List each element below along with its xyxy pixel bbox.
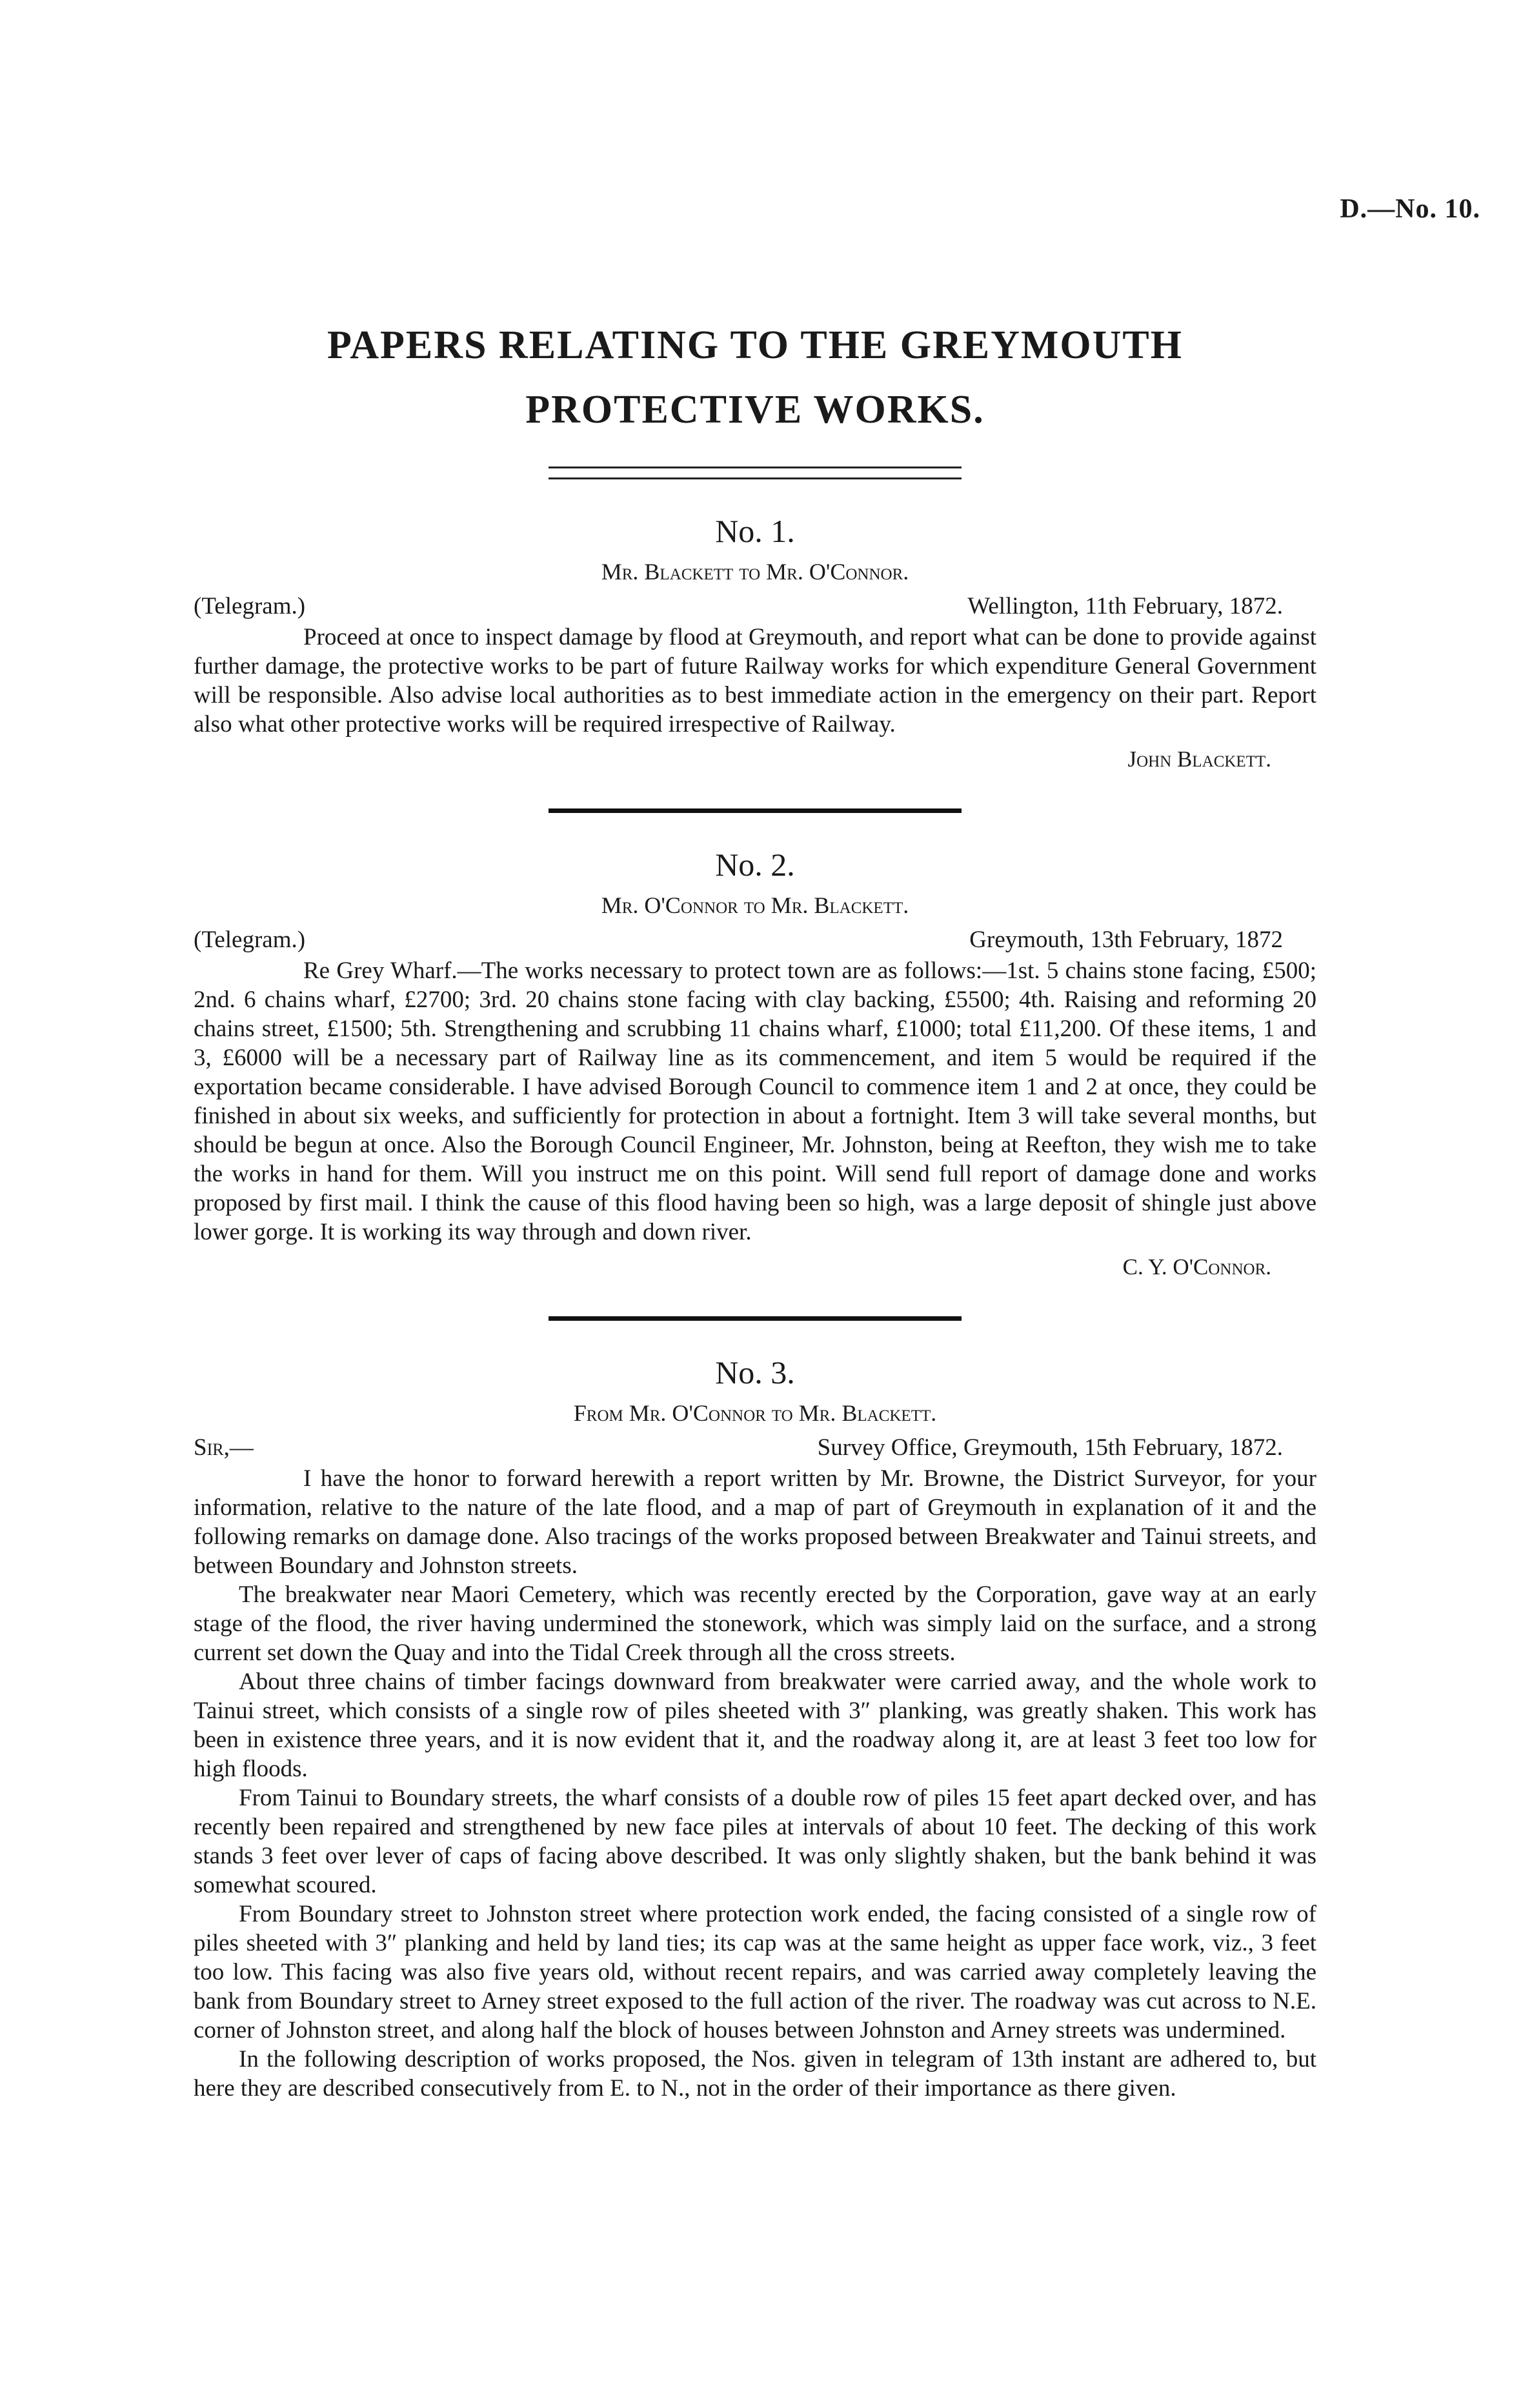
paragraph: I have the honor to forward herewith a report written by Mr. Browne, the District Surveyor, for your information, relative to the nature of the late flood, and a map of part of Greymouth in explanation of it and the following remarks on damage done. Also tracings of the works proposed between Breakwater and Tainui streets, and between Boundary and Johnston streets.: [194, 1465, 1316, 1579]
section-number: No. 3.: [715, 1354, 795, 1390]
section-from-to: Mr. Blackett to Mr. O'Connor.: [601, 559, 909, 585]
section-2: [194, 845, 1316, 1284]
telegram-label: (Telegram.): [194, 593, 306, 619]
paragraph: Proceed at once to inspect damage by flood at Greymouth, and report what can be done to provide against further damage, the protective works to be part of future Railway works for which expenditure General Government will be responsible. Also advise local authorities as to best immediate action in the emergency on their part. Report also what other protective works will be required irrespective of Railway.: [194, 624, 1316, 737]
paragraph: Re Grey Wharf.—The works necessary to protect town are as follows:—1st. 5 chains stone facing, £500; 2nd. 6 chains wharf, £2700; 3rd. 20 chains stone facing with clay backing, £5500; 4th. Raising and reforming 20 chains street, £1500; 5th. Strengthening and scrubbing 11 chains wharf, £1000; total £11,200. Of these items, 1 and 3, £6000 will be a necessary part of Railway line as its commencement, and item 5 would be required if the exportation became considerable. I have advised Borough Council to commence item 1 and 2 at once, they could be finished in about six weeks, and sufficiently for protection in about a fortnight. Item 3 will take several months, but should be begun at once. Also the Borough Council Engineer, Mr. Johnston, being at Reefton, they wish me to take the works in hand for them. Will you instruct me on this point. Will send full report of damage done and works proposed by first mail. I think the cause of this flood having been so high, was a large deposit of shingle just above lower gorge. It is working its way through and down river.: [194, 958, 1316, 1245]
page-reference: D.—No. 10.: [1340, 194, 1480, 224]
signature: C. Y. O'Connor.: [1122, 1254, 1271, 1279]
section-3: [194, 1353, 1316, 2103]
paragraph: In the following description of works proposed, the Nos. given in telegram of 13th instant are adhered to, but here they are described consecutively from E. to N., not in the order of their importance as there given.: [194, 2046, 1316, 2102]
paragraph: From Tainui to Boundary streets, the wharf consists of a double row of piles 15 feet apart decked over, and has recently been repaired and strengthened by new face piles at intervals of about 10 feet. The decking of this work stands 3 feet over lever of caps of facing above described. It was only slightly shaken, but the bank behind it was somewhat scoured.: [194, 1785, 1316, 1898]
section-from-to: From Mr. O'Connor to Mr. Blackett.: [573, 1400, 937, 1426]
signature: John Blackett.: [1127, 747, 1271, 772]
section-from-to: Mr. O'Connor to Mr. Blackett.: [601, 892, 909, 918]
document-title: PAPERS RELATING TO THE GREYMOUTH PROTECTIVE WORKS.: [327, 323, 1184, 432]
section-meta: [194, 1432, 1316, 1464]
salutation: Sir,—: [194, 1434, 254, 1461]
paragraph: About three chains of timber facings downward from breakwater were carried away, and the whole work to Tainui street, which consists of a single row of piles sheeted with 3″ planking, was greatly shaken. This work has been in existence three years, and it is now evident that it, and the roadway along it, are at least 3 feet too low for high floods.: [194, 1669, 1316, 1782]
section-number: No. 1.: [715, 513, 795, 549]
paragraph: From Boundary street to Johnston street where protection work ended, the facing consisted of a single row of piles sheeted with 3″ planking and held by land ties; its cap was at the same height as upper face work, viz., 3 feet too low. This facing was also five years old, without recent repairs, and was carried away completely leaving the bank from Boundary street to Arney street exposed to the full action of the river. The roadway was cut across to N.E. corner of Johnston street, and along half the block of houses between Johnston and Arney streets was undermined.: [194, 1901, 1316, 2043]
place-date: Wellington, 11th February, 1872.: [967, 593, 1283, 619]
paragraph: The breakwater near Maori Cemetery, which was recently erected by the Corporation, gave way at an early stage of the flood, the river having undermined the stonework, which was simply laid on the surface, and a strong current set down the Quay and into the Tidal Creek through all the cross streets.: [194, 1581, 1316, 1666]
section-divider: [549, 1316, 962, 1321]
document-page: [194, 0, 1316, 2103]
telegram-label: (Telegram.): [194, 927, 306, 953]
section-divider: [549, 808, 962, 813]
section-number: No. 2.: [715, 847, 795, 883]
section-meta: [194, 924, 1316, 956]
title-double-rule: [549, 467, 962, 479]
section-meta: [194, 590, 1316, 623]
place-date: Greymouth, 13th February, 1872: [969, 927, 1283, 953]
section-1: [194, 512, 1316, 776]
place-date: Survey Office, Greymouth, 15th February, 1872.: [817, 1434, 1283, 1461]
